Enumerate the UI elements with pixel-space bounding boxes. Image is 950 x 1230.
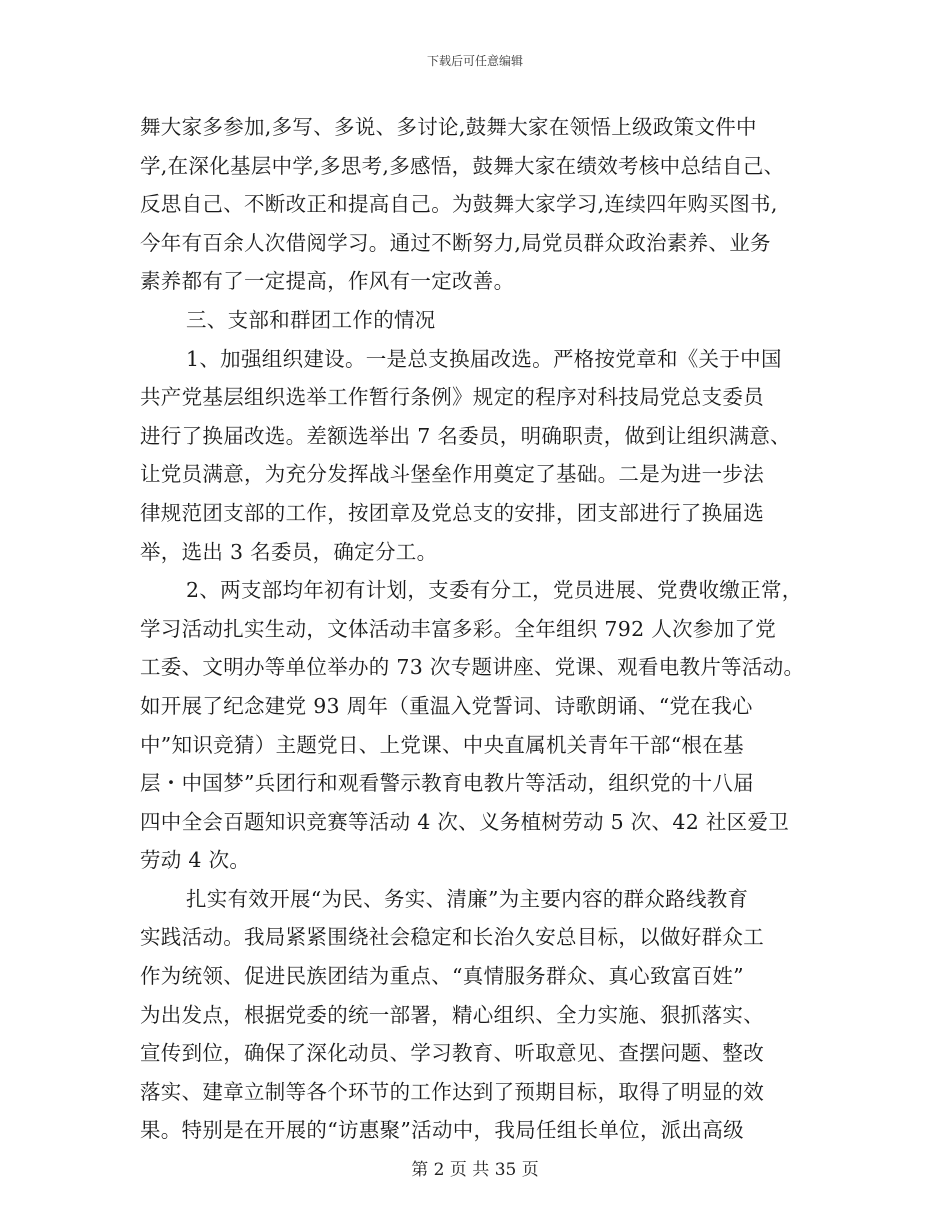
text-line: 律规范团支部的工作，按团章及党总支的安排，团支部进行了换届选 xyxy=(140,500,764,525)
text-line: 如开展了纪念建党 93 周年（重温入党誓词、诗歌朗诵、“党在我心 xyxy=(140,693,753,718)
text-line: 中”知识竞猜）主题党日、上党课、中央直属机关青年干部“根在基 xyxy=(140,732,744,757)
text-line: 今年有百余人次借阅学习。通过不断努力,局党员群众政治素养、业务 xyxy=(140,230,771,255)
text-line: 作为统领、促进民族团结为重点、“真情服务群众、真心致富百姓” xyxy=(140,964,744,989)
page-header: 下载后可任意编辑 xyxy=(426,54,523,68)
text-line: 2、两支部均年初有计划，支委有分工，党员进展、党费收缴正常， xyxy=(186,578,803,603)
text-line: 1、加强组织建设。一是总支换届改选。严格按党章和《关于中国 xyxy=(186,346,782,371)
text-line: 落实、建章立制等各个环节的工作达到了预期目标，取得了明显的效 xyxy=(140,1079,764,1104)
text-line: 让党员满意，为充分发挥战斗堡垒作用奠定了基础。二是为进一步法 xyxy=(140,462,764,487)
text-line: 举，选出 3 名委员，确定分工。 xyxy=(140,539,438,564)
page-footer: 第 2 页 共 35 页 xyxy=(411,1160,539,1180)
text-line: 学习活动扎实生动，文体活动丰富多彩。全年组织 792 人次参加了党 xyxy=(140,616,777,641)
text-line: 为出发点，根据党委的统一部署，精心组织、全力实施、狠抓落实、 xyxy=(140,1002,764,1027)
text-line: 舞大家多参加,多写、多说、多讨论,鼓舞大家在领悟上级政策文件中 xyxy=(140,115,757,139)
document-body xyxy=(140,108,810,1150)
text-line: 果。特别是在开展的“访惠聚”活动中，我局任组长单位，派出高级 xyxy=(140,1118,744,1143)
text-line: 工委、文明办等单位举办的 73 次专题讲座、党课、观看电教片等活动。 xyxy=(140,655,805,680)
text-line: 宣传到位，确保了深化动员、学习教育、听取意见、查摆问题、整改 xyxy=(140,1041,764,1066)
text-line: 四中全会百题知识竞赛等活动 4 次、义务植树劳动 5 次、42 社区爱卫 xyxy=(140,809,790,834)
text-line: 劳动 4 次。 xyxy=(140,848,251,873)
text-line: 扎实有效开展“为民、务实、清廉”为主要内容的群众路线教育 xyxy=(186,886,749,911)
text-line: 学,在深化基层中学,多思考,多感悟，鼓舞大家在绩效考核中总结自己、 xyxy=(140,153,785,178)
text-line: 进行了换届改选。差额选举出 7 名委员，明确职责，做到让组织满意、 xyxy=(140,423,791,448)
text-line: 共产党基层组织选举工作暂行条例》规定的程序对科技局党总支委员 xyxy=(140,385,764,410)
section-heading: 三、支部和群团工作的情况 xyxy=(186,307,436,332)
text-line: 反思自己、不断改正和提高自己。为鼓舞大家学习,连续四年购买图书, xyxy=(140,192,778,217)
text-line: 层・中国梦”兵团行和观看警示教育电教片等活动，组织党的十八届 xyxy=(140,771,754,796)
text-line: 实践活动。我局紧紧围绕社会稳定和长治久安总目标，以做好群众工 xyxy=(140,925,764,950)
text-line: 素养都有了一定提高，作风有一定改善。 xyxy=(140,269,515,294)
